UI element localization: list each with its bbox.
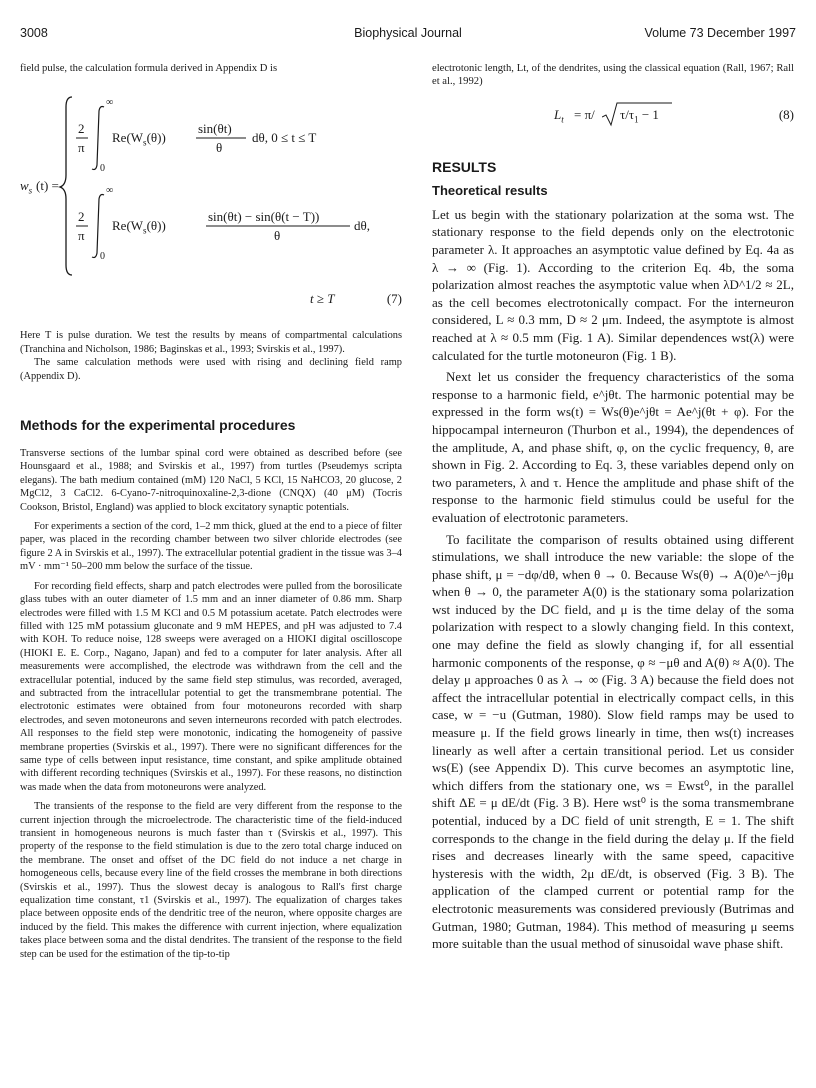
paragraph-pulse: Here T is pulse duration. We test the results by means of compartmental calculations (Tranchina and Nicholson, 1986; Baginskas et al., 1993; Svirskis et al., 1997). (20, 330, 402, 355)
methods-para-2: For experiments a section of the cord, 1–2 mm thick, glued at the end to a piece of filter paper, was placed in the recording chamber between two silver chloride electrodes (see figure 2 A in Svirskis et al., 1997). The extracellular potential gradient in the tissue was 3–4 mV · mm⁻¹ 50–200 mm below the surface of the tissue. (20, 521, 402, 573)
methods-para-4: The transients of the response to the field are very different from the response to the current injection through the microelectrode. The characteristic time of the field-induced transient in homogeneous neurons is much faster than τ (Svirskis et al., 1997). This property of the response to the field stimulation is due to the zero total charge induced on the membrane. The onset and offset of the DC field do not induce a net charge in homogeneous cells, because every line of the field crosses the membrane in both directions (Svirskis et al., 1997). Thus the slowest decay is analogous to Rall's first charge equalization time constant, τ1 (Svirskis et al., 1997). The equalization of charges takes place between opposite ends of the dendritic tree of the neuron, where opposite charges are induced by the field. This makes the difference with current injection, where equalization takes place between soma and the distal dendrites. The transient of the response to the field step can be used for the estimation of the tip-to-tip (20, 801, 402, 960)
eq7-l1-frac-num: sin(θt) (198, 121, 232, 137)
eq7-l1-den: π (78, 140, 85, 156)
eq7-l1-upper: ∞ (106, 97, 114, 109)
paragraph-ramp: The same calculation methods were used with rising and declining field ramp (Appendix D). (20, 357, 402, 382)
eq7-l1-frac-den: θ (216, 140, 223, 156)
eq7-lhs: $w_s$ (20, 178, 33, 196)
journal-title: Biophysical Journal (354, 26, 462, 40)
eq7-l1-coef: 2 (78, 121, 85, 137)
eq7-l2-den: π (78, 228, 85, 244)
running-header (20, 26, 796, 44)
eq7-l2-frac-den: θ (274, 228, 281, 244)
eq8-lhs: $L_t$ (554, 106, 564, 125)
results-heading: RESULTS (432, 158, 497, 175)
eq7-l2-coef: 2 (78, 209, 85, 225)
left-column (20, 62, 402, 961)
eq7-l1-body: $Re(W_s(\theta))$ (112, 130, 166, 148)
theoretical-results-heading: Theoretical results (432, 182, 548, 198)
eq7-l2-lower: 0 (100, 251, 105, 263)
right-column (432, 62, 794, 953)
results-para-3: To facilitate the comparison of results obtained using different stimulations, we shall introduce the new variable: the slope of the phase shift, μ = −dφ/dθ, when θ → 0. Because Ws(θ) → A(0)e^−jθμ when θ → 0, the parameter A(0) is the stationary soma polarization wst induced by the DC field, and μ is the time delay of the soma polarization with respect to a slowly changing field. In this context, one may define the field as slowly changing if, for all essential harmonic components of the response, φ ≈ −μθ and A(θ) ≈ A(0). The delay μ approaches 0 as λ → ∞ (Fig. 3 A) because the field does not affect the intracellular potential in electrically compact cells, in this case, w = −u (Gutman, 1980). Slow field ramps may be used to measure μ. If the field grows linearly in time, then ws(t) increases linearly as well after a certain transitional period. Let us consider ws(E) (see Appendix D). This curve becomes an asymptotic line, which differs from the stationary one, ws = Ewst⁰, in the parallel shift ΔE = μ dE/dt (Fig. 3 B). Here wst⁰ is the soma transmembrane potential, induced by a DC field of unit strength, E = 1. The shift corresponds to the change in the field during the delay μ. If the field rises and decreases linearly with the same speed, capacitive hysteresis with the width, 2μ dE/dt, is observed (Fig. 3 B). The application of the clamped current or potential ramp for the electrotonic measurements was considered previously (Butrimas and Gutman, 1980; Gutman, 1984). This method of measuring μ seems more suitable than the usual method of sinusoidal wave phase shift. (432, 531, 794, 952)
eq7-condition: t ≥ T (310, 291, 335, 307)
eq8-root: $\tau/\tau_1 - 1$ (620, 106, 659, 125)
eq8-rhs-pre: = π/ (574, 106, 595, 122)
results-para-1: Let us begin with the stationary polarization at the soma wst. The stationary response to the field depends only on the electrotonic parameter λ. It approaches an asymptotic value defined by Eq. 4a as λ → ∞ (Fig. 1). According to the criterion Eq. 4b, the soma polarization almost reaches the asymptotic value when λD^1/2 ≈ 2L, as the cell becomes electrotonically compact. For the interneuron considered, L ≈ 0.3 mm, D ≈ 2 μm. Indeed, the asymptote is almost reached at λ ≈ 0.5 mm (Fig. 1 A). Similar dependences wst(λ) were calculated for the turtle motoneuron (Fig. 1 B). (432, 206, 794, 363)
page-number: 3008 (20, 26, 48, 40)
results-para-2: Next let us consider the frequency characteristics of the soma response to a harmonic field, e^jθt. The harmonic potential may be expressed in the form ws(t) = Ws(θ)e^jθt = Ae^j(θt + φ). For the hippocampal interneuron (Thurbon et al., 1994), the dependences of the amplitude, A, and phase shift, φ, on the cyclic frequency, θ, are shown in Fig. 2. According to Eq. 3, these variables depend only on two parameters, λ and τ. Hence the amplitude and phase shift of the response to the harmonic field stimulus could be useful for the evaluation of electrotonic parameters. (432, 369, 794, 525)
equation-7 (20, 79, 402, 329)
eq7-l2-frac-num: sin(θt) − sin(θ(t − T)) (208, 209, 320, 225)
methods-para-3: For recording field effects, sharp and patch electrodes were pulled from the borosilicate glass tubes with an outer diameter of 1.5 mm and an inner diameter of 0.86 mm. Sharp electrodes were filled with 1.5 M KCl and 0.5 M potassium acetate. Patch electrodes were filled with 125 mM potassium gluconate and 9 mM HEPES, and pH was adjusted to 7.4 with KOH. To reduce noise, 128 sweeps were averaged on a HIOKI digital oscilloscope (HIOKI E. E. Corp., Nagano, Japan) and fed to a computer for later analysis. After all measurements were accomplished, the electrode was withdrawn from the cell and the extracellular potential, induced by the same field step stimulus, was recorded, averaged, and subtracted from the intracellular potential to get the transmembrane potential. The electrotonic estimates were obtained from four motoneurons recorded with sharp electrodes, and seven motoneurons and seven interneurons recorded with patch electrodes. All responses to the field step were monotonic, indicating the homogeneity of passive membrane properties (Svirskis et al., 1997). There were no significant differences for the same type of cells between input resistance, time constant, and spike amplitude obtained with different recording techniques (Svirskis et al., 1997). For these reasons, no distinction was made when the data from motoneurons were analyzed. (20, 580, 402, 793)
equation-8 (432, 99, 794, 133)
eq8-number: (8) (778, 106, 794, 122)
eq7-l2-body: $Re(W_s(\theta))$ (112, 218, 166, 236)
eq7-l1-tail: dθ, 0 ≤ t ≤ T (252, 130, 317, 146)
eq8-intro: electrotonic length, Lt, of the dendrites, using the classical equation (Rall, 1967; Rall et al., 1992) (432, 63, 794, 88)
eq7-l1-lower: 0 (100, 163, 105, 175)
eq7-lhs-arg: (t) = (36, 178, 59, 194)
methods-heading: Methods for the experimental procedures (20, 417, 296, 434)
volume-date: Volume 73 December 1997 (644, 26, 796, 40)
eq7-number: (7) (386, 291, 402, 307)
equation-7-brace (20, 79, 402, 329)
eq7-intro: field pulse, the calculation formula derived in Appendix D is (20, 63, 278, 74)
methods-para-1: Transverse sections of the lumbar spinal cord were obtained as described before (see Hounsgaard et al., 1988; and Svirskis et al., 1997) from turtles (Pseudemys scripta elegans). The bath medium contained (mM) 120 NaCl, 5 KCl, 15 NaHCO3, 20 glucose, 2 MgCl2, 3 CaCl2. 6-Cyano-7-nitroquinoxaline-2,3-dione (CNQX) (40 μM) (Tocris Cookson, Bristol, England) was applied to block excitatory synaptic potentials. (20, 448, 402, 513)
eq7-l2-upper: ∞ (106, 185, 114, 197)
eq7-l2-tail: dθ, (354, 218, 370, 234)
